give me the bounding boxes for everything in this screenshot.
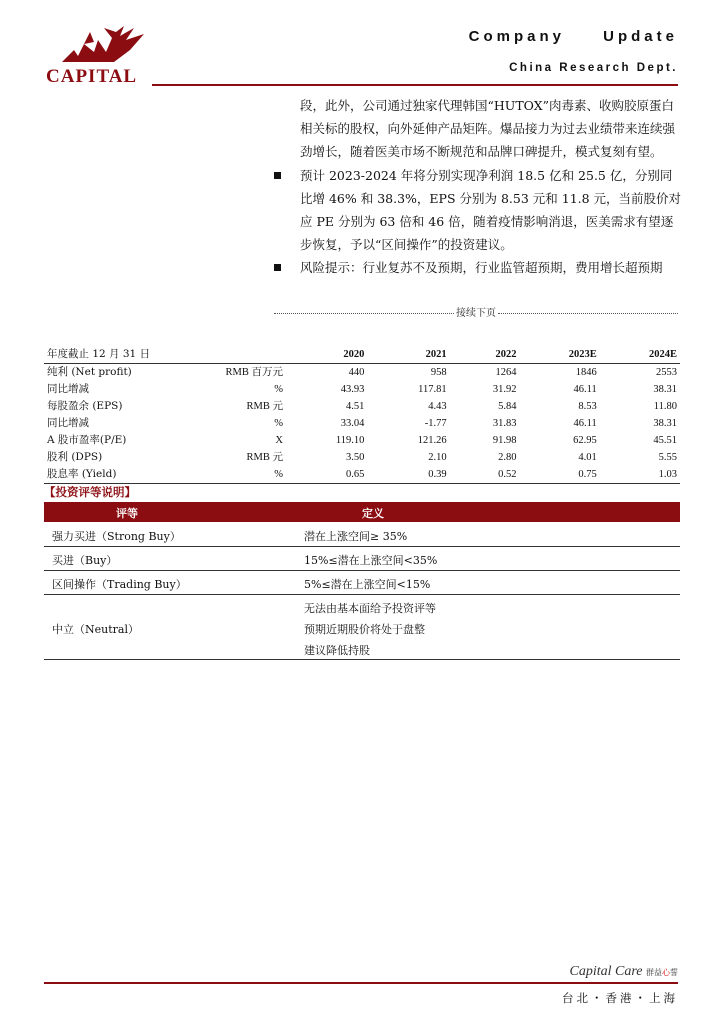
table-cell: -1.77 [424, 418, 447, 429]
table-cell: 8.53 [578, 401, 597, 412]
bullet-square-icon [274, 172, 281, 179]
rating-col-header: 评等 [116, 507, 138, 520]
table-cell: 4.51 [346, 401, 365, 412]
table-row [44, 381, 680, 398]
table-cell: 股利 (DPS) [47, 451, 103, 463]
footer-brand [570, 964, 679, 980]
table-row [44, 449, 680, 466]
rating-row [44, 595, 680, 660]
table-cell: 纯利 (Net profit) [47, 366, 132, 378]
dotted-leader [274, 313, 454, 314]
table-cell: 11.80 [653, 401, 677, 412]
header-divider [152, 84, 678, 86]
table-cell: 3.50 [346, 452, 365, 463]
table-row [44, 466, 680, 484]
table-cell: 0.75 [520, 466, 600, 484]
table-cell: 5.84 [498, 401, 517, 412]
table-row [44, 415, 680, 432]
continued-label: 接续下页 [456, 308, 496, 319]
rating-name: 区间操作（Trading Buy） [52, 578, 187, 591]
body-paragraph: 段，此外，公司通过独家代理韩国“HUTOX”肉毒素、收购胶原蛋白相关标的股权，向外延伸产品矩阵。爆品接力为过去业绩带来连续强劲增长，随着医美市场不断规范和品牌口碑提升，模式复刻有望。 [300, 98, 676, 159]
report-type-title: Company Update [468, 28, 678, 45]
table-cell: X [275, 435, 283, 446]
table-cell: 同比增减 [47, 383, 89, 395]
table-cell: 46.11 [573, 418, 597, 429]
table-cell: 1.03 [600, 466, 680, 484]
footer-cities: 台北・香港・上海 [562, 991, 678, 1005]
rating-definition: 潜在上涨空间≥ 35% [304, 530, 408, 543]
table-cell: 117.81 [418, 384, 447, 395]
report-department: China Research Dept. [509, 62, 678, 74]
table-cell: RMB 元 [246, 401, 283, 412]
table-row [44, 398, 680, 415]
table-cell: 31.83 [492, 418, 517, 429]
table-cell: 0.52 [450, 466, 520, 484]
table-row [44, 364, 680, 382]
rating-name: 买进（Buy） [52, 554, 118, 567]
footer-brand-cn: 群益 [646, 968, 662, 977]
bullet-square-icon [274, 264, 281, 271]
logo-text: CAPITAL [46, 66, 138, 87]
financial-summary-table [44, 346, 680, 484]
table-cell: A 股市盈率(P/E) [47, 434, 127, 446]
table-cell: 43.93 [340, 384, 365, 395]
table-cell: RMB 百万元 [225, 367, 283, 378]
table-header-row [44, 346, 680, 364]
table-cell: RMB 元 [246, 452, 283, 463]
table-cell: 91.98 [492, 435, 517, 446]
rating-name: 中立（Neutral） [52, 623, 139, 636]
table-cell: 1264 [495, 367, 517, 378]
rating-definition: 15%≤潜在上涨空间<35% [304, 554, 438, 567]
table-cell: 45.51 [653, 435, 677, 446]
table-cell: % [170, 466, 286, 484]
table-cell: 每股盈余 (EPS) [47, 400, 123, 412]
table-header-cell: 2020 [286, 346, 367, 364]
table-cell: 121.26 [417, 435, 447, 446]
table-cell: 5.55 [658, 452, 677, 463]
rating-row [44, 547, 680, 571]
heart-icon: 心 [662, 968, 670, 977]
table-cell: % [274, 418, 283, 429]
rating-definition: 预期近期股价将处于盘整 [304, 623, 425, 636]
table-header-cell: 2022 [450, 346, 520, 364]
rating-definition: 建议降低持股 [304, 644, 370, 657]
rating-definition: 5%≤潜在上涨空间<15% [304, 578, 431, 591]
footer-divider [44, 982, 678, 984]
rating-row [44, 571, 680, 595]
table-cell: 958 [430, 367, 447, 378]
bullet-text: 预计 2023-2024 年将分别实现净利润 18.5 亿和 25.5 亿，分别同比增 46% 和 38.3%，EPS 分别为 8.53 元和 11.8 元，当前股价对应 PE 分别为 63 倍和 46 倍，随着疫情影响消退，医美需求有望逐步恢复，予以“区间操作”的投资建议。 [300, 168, 682, 252]
table-cell: 440 [348, 367, 365, 378]
rating-header-bar [44, 502, 680, 522]
rating-definition: 无法由基本面给予投资评等 [304, 602, 436, 615]
table-row [44, 432, 680, 449]
table-cell: % [274, 384, 283, 395]
table-cell: 31.92 [492, 384, 517, 395]
definition-col-header: 定义 [362, 507, 384, 520]
table-cell: 119.10 [335, 435, 365, 446]
table-header-cell: 年度截止 12 月 31 日 [44, 346, 170, 364]
table-cell: 2.80 [498, 452, 517, 463]
table-cell: 4.01 [578, 452, 597, 463]
table-cell: 股息率 (Yield) [44, 466, 170, 484]
rating-section-title: 【投资评等说明】 [44, 485, 136, 499]
table-cell: 33.04 [340, 418, 365, 429]
table-cell: 38.31 [653, 384, 677, 395]
table-cell: 1846 [575, 367, 597, 378]
rating-name: 强力买进（Strong Buy） [52, 530, 181, 543]
table-header-cell: 2024E [600, 346, 680, 364]
table-header-cell: 2023E [520, 346, 600, 364]
table-cell: 46.11 [573, 384, 597, 395]
table-cell: 4.43 [428, 401, 447, 412]
bird-logo-icon [54, 22, 154, 66]
table-header-cell [170, 346, 286, 364]
company-logo [44, 22, 156, 86]
table-cell: 2.10 [428, 452, 447, 463]
footer-brand-name: Capital Care [569, 964, 643, 979]
bullet-text: 风险提示：行业复苏不及预期，行业监管超预期，费用增长超预期 [300, 260, 663, 275]
table-cell: 38.31 [653, 418, 677, 429]
rating-row [44, 524, 680, 547]
footer-brand-cn-suffix: 誓 [670, 968, 678, 977]
table-cell: 2553 [656, 367, 677, 378]
continued-marker [274, 304, 678, 319]
table-cell: 0.65 [286, 466, 367, 484]
table-cell: 62.95 [573, 435, 597, 446]
table-cell: 同比增减 [47, 417, 89, 429]
dotted-leader [498, 313, 678, 314]
table-cell: 0.39 [367, 466, 449, 484]
table-header-cell: 2021 [367, 346, 449, 364]
